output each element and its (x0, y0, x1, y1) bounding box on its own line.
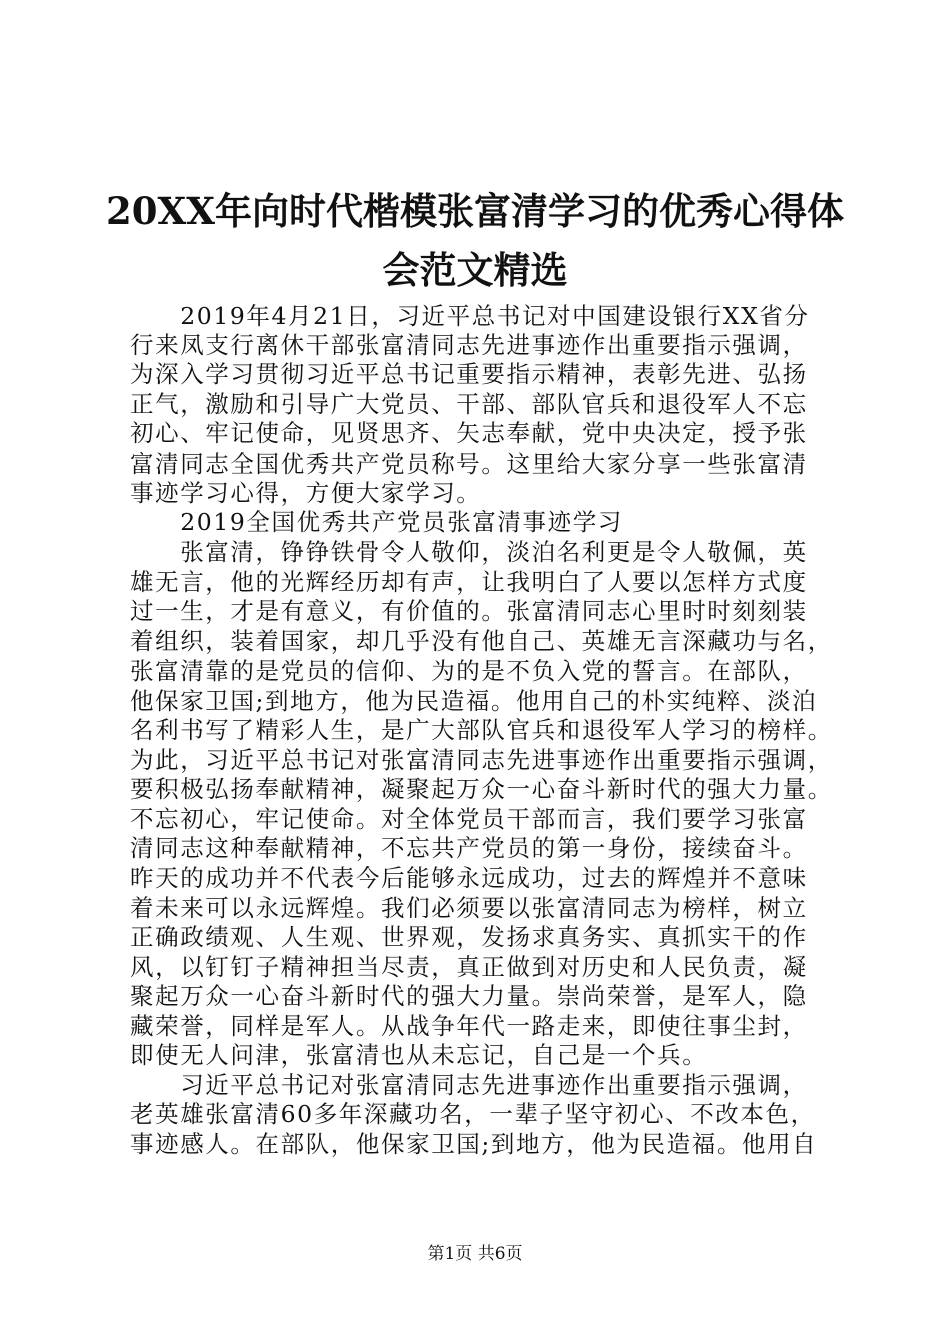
body-line: 习近平总书记对张富清同志先进事迹作出重要指示强调， (130, 1071, 808, 1099)
body-line: 张富清靠的是党员的信仰、为的是不负入党的誓言。在部队， (130, 657, 808, 685)
body-line: 老英雄张富清60多年深藏功名，一辈子坚守初心、不改本色， (130, 1100, 816, 1128)
body-line: 事迹感人。在部队，他保家卫国;到地方，他为民造福。他用自 (130, 1130, 818, 1158)
body-line: 着组织，装着国家，却几乎没有他自己、英雄无言深藏功与名， (130, 627, 833, 655)
body-line: 藏荣誉，同样是军人。从战争年代一路走来，即使往事尘封， (130, 1012, 808, 1040)
body-line: 2019年4月21日，习近平总书记对中国建设银行XX省分 (130, 302, 810, 330)
body-line: 事迹学习心得，方便大家学习。 (130, 479, 482, 507)
body-line: 为此，习近平总书记对张富清同志先进事迹作出重要指示强调， (130, 746, 833, 774)
body-line: 富清同志全国优秀共产党员称号。这里给大家分享一些张富清 (130, 450, 808, 478)
body-line: 初心、牢记使命，见贤思齐、矢志奉献，党中央决定，授予张 (130, 419, 808, 447)
body-line: 不忘初心，牢记使命。对全体党员干部而言，我们要学习张富 (130, 805, 808, 833)
body-line: 正气，激励和引导广大党员、干部、部队官兵和退役军人不忘 (130, 390, 808, 418)
body-line: 着未来可以永远辉煌。我们必须要以张富清同志为榜样，树立 (130, 894, 808, 922)
body-line: 张富清，铮铮铁骨令人敬仰，淡泊名利更是令人敬佩，英 (130, 538, 808, 566)
body-line: 清同志这种奉献精神，不忘共产党员的第一身份，接续奋斗。 (130, 834, 808, 862)
body-line: 即使无人问津，张富清也从未忘记，自己是一个兵。 (130, 1041, 708, 1069)
body-line: 要积极弘扬奉献精神，凝聚起万众一心奋斗新时代的强大力量。 (130, 775, 833, 803)
document-title-line-2: 会范文精选 (382, 248, 568, 292)
body-line: 过一生，才是有意义，有价值的。张富清同志心里时时刻刻装 (130, 597, 808, 625)
body-line: 行来凤支行离休干部张富清同志先进事迹作出重要指示强调， (130, 331, 808, 359)
body-line: 2019全国优秀共产党员张富清事迹学习 (130, 508, 623, 536)
page-footer: 第1页 共6页 (427, 1244, 523, 1264)
body-line: 聚起万众一心奋斗新时代的强大力量。崇尚荣誉，是军人，隐 (130, 982, 808, 1010)
document-title-line-1: 20XX年向时代楷模张富清学习的优秀心得体 (106, 189, 844, 233)
body-line: 正确政绩观、人生观、世界观，发扬求真务实、真抓实干的作 (130, 923, 808, 951)
body-line: 为深入学习贯彻习近平总书记重要指示精神，表彰先进、弘扬 (130, 360, 808, 388)
body-line: 名利书写了精彩人生，是广大部队官兵和退役军人学习的榜样。 (130, 716, 833, 744)
body-line: 昨天的成功并不代表今后能够永远成功，过去的辉煌并不意味 (130, 864, 808, 892)
body-line: 雄无言，他的光辉经历却有声，让我明白了人要以怎样方式度 (130, 568, 808, 596)
body-line: 风，以钉钉子精神担当尽责，真正做到对历史和人民负责，凝 (130, 953, 808, 981)
body-line: 他保家卫国;到地方，他为民造福。他用自己的朴实纯粹、淡泊 (130, 687, 818, 715)
